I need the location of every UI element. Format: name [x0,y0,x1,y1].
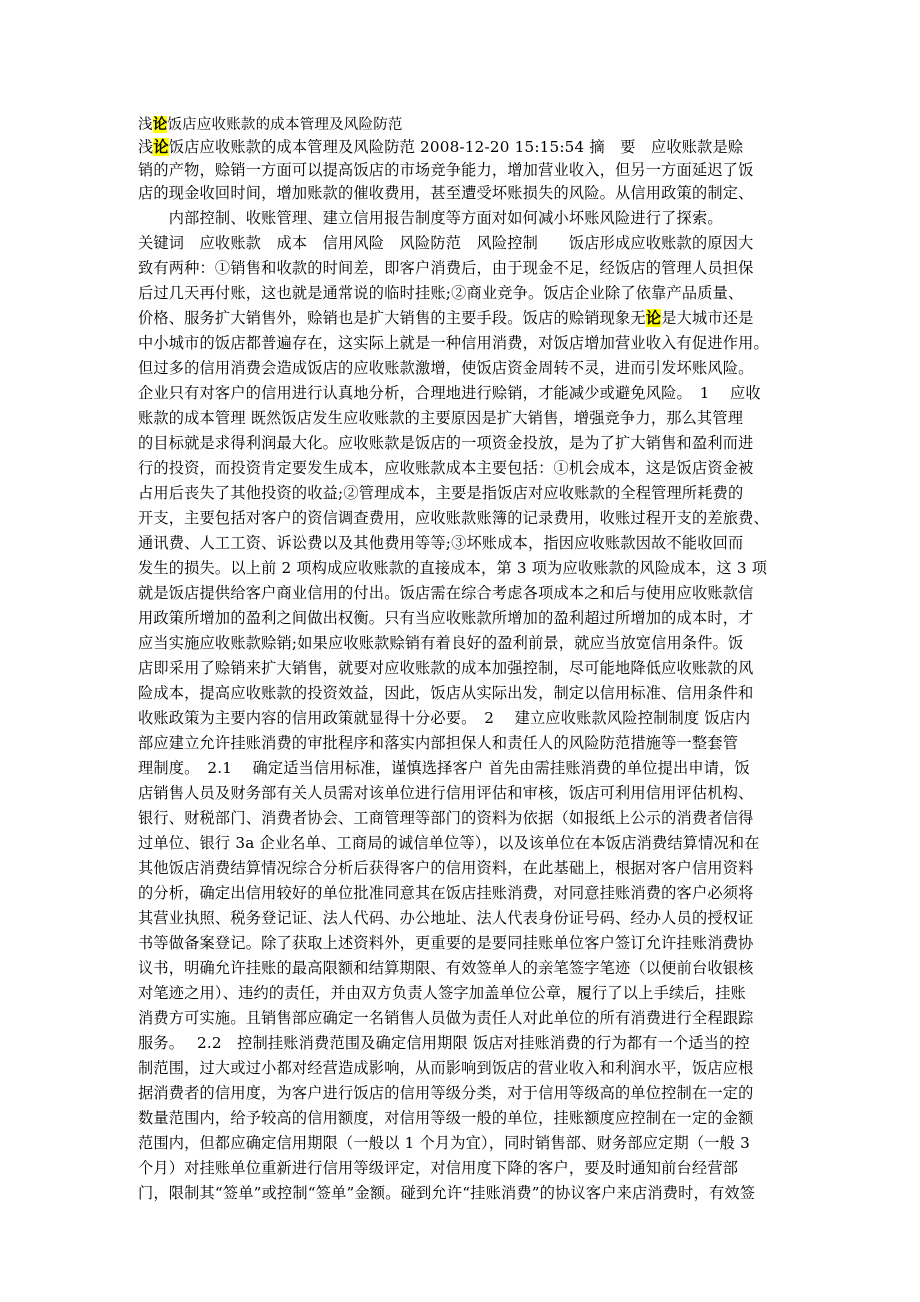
text-line: 收账政策为主要内容的信用政策就显得十分必要。 2 建立应收账款风险控制制度 饭店内 [138,709,751,727]
text-line: 险成本，提高应收账款的投资效益，因此，饭店从实际出发，制定以信用标准、信用条件和 [138,684,754,702]
text-line: 议书，明确允许挂账的最高限额和结算期限、有效签单人的亲笔签字笔迹（以便前台收银核 [138,959,754,977]
text-line: 致有两种：①销售和收款的时间差，即客户消费后，由于现金不足，经饭店的管理人员担保 [138,259,754,277]
text-line: 后过几天再付账，这也就是通常说的临时挂账;②商业竞争。饭店企业除了依靠产品质量、 [138,284,744,302]
text-line: 的分析，确定出信用较好的单位批准同意其在饭店挂账消费，对同意挂账消费的客户必须将 [138,884,754,902]
text-line: 应当实施应收账款赊销;如果应收账款赊销有着良好的盈利前景，就应当放宽信用条件。饭 [138,634,744,652]
text-line: 范围内，但都应确定信用期限（一般以 1 个月为宜），同时销售部、财务部应定期（一般 3 [138,1134,750,1152]
text-line: 数量范围内，给予较高的信用额度，对信用等级一般的单位，挂账额度应控制在一定的金额 [138,1109,754,1127]
text-line: 发生的损失。以上前 2 项构成应收账款的直接成本，第 3 项为应收账款的风险成本，这 3 项 [138,559,768,577]
highlighted-keyword: 论 [645,309,662,327]
text-line: 通讯费、人工工资、诉讼费以及其他费用等等;③坏账成本，指因应收账款因故不能收回而 [138,534,744,552]
text-line: 价格、服务扩大销售外，赊销也是扩大销售的主要手段。饭店的赊销现象无论是大城市还是 [138,309,754,327]
text-line: 企业只有对客户的信用进行认真地分析，合理地进行赊销，才能减少或避免风险。 1 应收 [138,384,761,402]
text-line: 就是饭店提供给客户商业信用的付出。饭店需在综合考虑各项成本之和后与使用应收账款信 [138,584,754,602]
text-line: 制范围，过大或过小都对经营造成影响，从而影响到饭店的营业收入和利润水平，饭店应根 [138,1059,754,1077]
text-line: 账款的成本管理 既然饭店发生应收账款的主要原因是扩大销售，增强竞争力，那么其管理 [138,409,744,427]
text-line: 消费方可实施。且销售部应确定一名销售人员做为责任人对此单位的所有消费进行全程跟踪 [138,1009,754,1027]
text-line: 过单位、银行 3a 企业名单、工商局的诚信单位等），以及该单位在本饭店消费结算情况和在 [138,834,760,852]
text-line: 个月）对挂账单位重新进行信用等级评定，对信用度下降的客户，要及时通知前台经营部 [138,1159,739,1177]
text-line: 部应建立允许挂账消费的审批程序和落实内部担保人和责任人的风险防范措施等一整套管 [138,734,739,752]
text-line: 门，限制其“签单”或控制“签单”金额。碰到允许“挂账消费”的协议客户来店消费时，有效签 [138,1184,756,1202]
text-line: 其他饭店消费结算情况综合分析后获得客户的信用资料，在此基础上，根据对客户信用资料 [138,859,754,877]
text-line: 占用后丧失了其他投资的收益;②管理成本，主要是指饭店对应收账款的全程管理所耗费的 [138,484,744,502]
highlighted-keyword: 论 [152,116,168,133]
text-line: 服务。 2.2 控制挂账消费范围及确定信用期限 饭店对挂账消费的行为都有一个适当的控 [138,1034,750,1052]
text-line: 店即采用了赊销来扩大销售，就要对应收账款的成本加强控制，尽可能地降低应收账款的风 [138,659,754,677]
document-title: 浅论饭店应收账款的成本管理及风险防范 [138,116,403,133]
text-line: 浅论饭店应收账款的成本管理及风险防范 2008-12-20 15:15:54 摘 要 应收账款是赊 [138,138,744,156]
text-line: 店销售人员及财务部有关人员需对该单位进行信用评估和审核，饭店可利用信用评估机构、 [138,784,754,802]
text-line: 其营业执照、税务登记证、法人代码、办公地址、法人代表身份证号码、经办人员的授权证 [138,909,754,927]
text-line: 用政策所增加的盈利之间做出权衡。只有当应收账款所增加的盈利超过所增加的成本时，才 [138,609,754,627]
text-line: 但过多的信用消费会造成饭店的应收账款激增，使饭店资金周转不灵，进而引发坏账风险。 [138,359,754,377]
text-line: 银行、财税部门、消费者协会、工商管理等部门的资料为依据（如报纸上公示的消费者信得 [138,809,754,827]
text-line: 销的产物，赊销一方面可以提高饭店的市场竞争能力，增加营业收入，但另一方面延迟了饭 [138,161,754,179]
text-line: 行的投资，而投资肯定要发生成本，应收账款成本主要包括：①机会成本，这是饭店资金被 [138,459,754,477]
text-line: 关键词 应收账款 成本 信用风险 风险防范 风险控制 饭店形成应收账款的原因大 [138,234,754,252]
text-line: 理制度。 2.1 确定适当信用标准，谨慎选择客户 首先由需挂账消费的单位提出申请，饭 [138,759,750,777]
text-line: 中小城市的饭店都普遍存在，这实际上就是一种信用消费，对饭店增加营业收入有促进作用。 [138,334,769,352]
text-line: 对笔迹之用）、违约的责任，并由双方负责人签字加盖单位公章，履行了以上手续后，挂账 [138,984,746,1002]
highlighted-keyword: 论 [153,138,169,156]
text-line: 的目标就是求得利润最大化。应收账款是饭店的一项资金投放，是为了扩大销售和盈利而进 [138,434,754,452]
text-line: 开支，主要包括对客户的资信调查费用，应收账款账簿的记录费用，收账过程开支的差旅费、 [138,509,769,527]
text-line: 店的现金收回时间，增加账款的催收费用，甚至遭受坏账损失的风险。从信用政策的制定、 [138,184,754,202]
text-line: 据消费者的信用度，为客户进行饭店的信用等级分类，对于信用等级高的单位控制在一定的 [138,1084,754,1102]
text-line: 内部控制、收账管理、建立信用报告制度等方面对如何减小坏账风险进行了探索。 [138,209,723,227]
text-line: 书等做备案登记。除了获取上述资料外，更重要的是要同挂账单位客户签订允许挂账消费协 [138,934,754,952]
